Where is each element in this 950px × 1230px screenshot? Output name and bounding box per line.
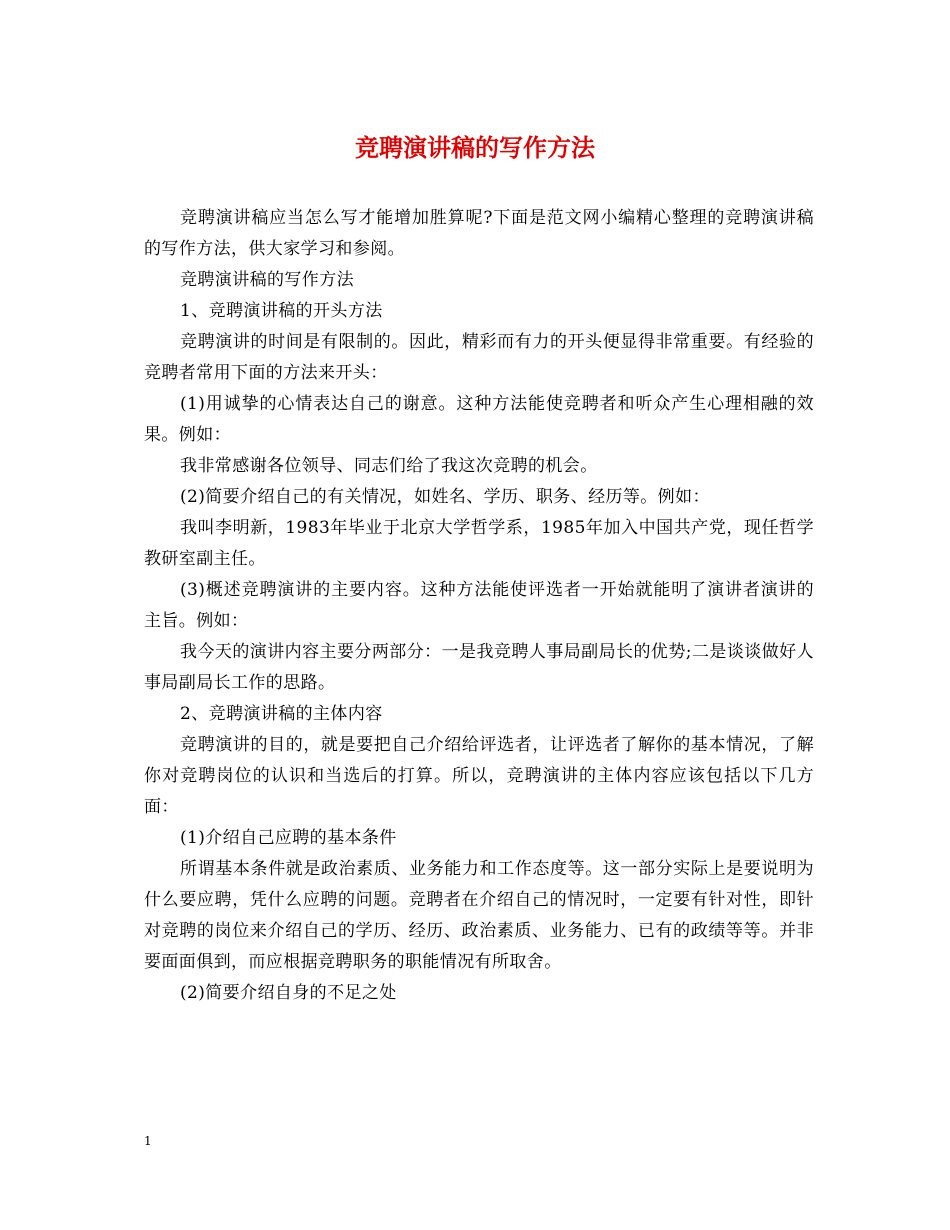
paragraph-example: 我非常感谢各位领导、同志们给了我这次竞聘的机会。 — [180, 456, 598, 476]
paragraph-intro: 竞聘演讲稿应当怎么写才能增加胜算呢?下面是范文网小编精心整理的竞聘演讲稿的写作方法，供大家学习和参阅。 — [144, 208, 814, 259]
subheading: (2)简要介绍自身的不足之处 — [180, 983, 397, 1003]
paragraph: (1)用诚挚的心情表达自己的谢意。这种方法能使竞聘者和听众产生心理相融的效果。例如： — [144, 394, 814, 445]
document-body — [144, 203, 814, 1009]
paragraph-example: 我今天的演讲内容主要分两部分：一是我竞聘人事局副局长的优势;二是谈谈做好人事局副局长工作的思路。 — [144, 642, 814, 693]
paragraph-subtitle: 竞聘演讲稿的写作方法 — [180, 270, 354, 290]
paragraph: 所谓基本条件就是政治素质、业务能力和工作态度等。这一部分实际上是要说明为什么要应聘，凭什么应聘的问题。竞聘者在介绍自己的情况时，一定要有针对性，即针对竞聘的岗位来介绍自己的学历、经历、政治素质、业务能力、已有的政绩等等。并非要面面俱到，而应根据竞聘职务的职能情况有所取舍。 — [144, 859, 814, 972]
document-title: 竞聘演讲稿的写作方法 — [355, 133, 595, 162]
paragraph: (2)简要介绍自己的有关情况，如姓名、学历、职务、经历等。例如： — [180, 487, 710, 507]
section-heading-main-content: 2、竞聘演讲稿的主体内容 — [180, 704, 383, 724]
paragraph: 竞聘演讲的目的，就是要把自己介绍给评选者，让评选者了解你的基本情况，了解你对竞聘岗位的认识和当选后的打算。所以，竞聘演讲的主体内容应该包括以下几方面： — [144, 735, 814, 817]
subheading: (1)介绍自己应聘的基本条件 — [180, 828, 397, 848]
page-number: 1 — [144, 1134, 152, 1148]
paragraph: (3)概述竞聘演讲的主要内容。这种方法能使评选者一开始就能明了演讲者演讲的主旨。例如： — [144, 580, 814, 631]
paragraph: 竞聘演讲的时间是有限制的。因此，精彩而有力的开头便显得非常重要。有经验的竞聘者常用下面的方法来开头： — [144, 332, 814, 383]
paragraph-example: 我叫李明新，1983年毕业于北京大学哲学系，1985年加入中国共产党，现任哲学教研室副主任。 — [144, 518, 814, 569]
section-heading-opening: 1、竞聘演讲稿的开头方法 — [180, 301, 383, 321]
